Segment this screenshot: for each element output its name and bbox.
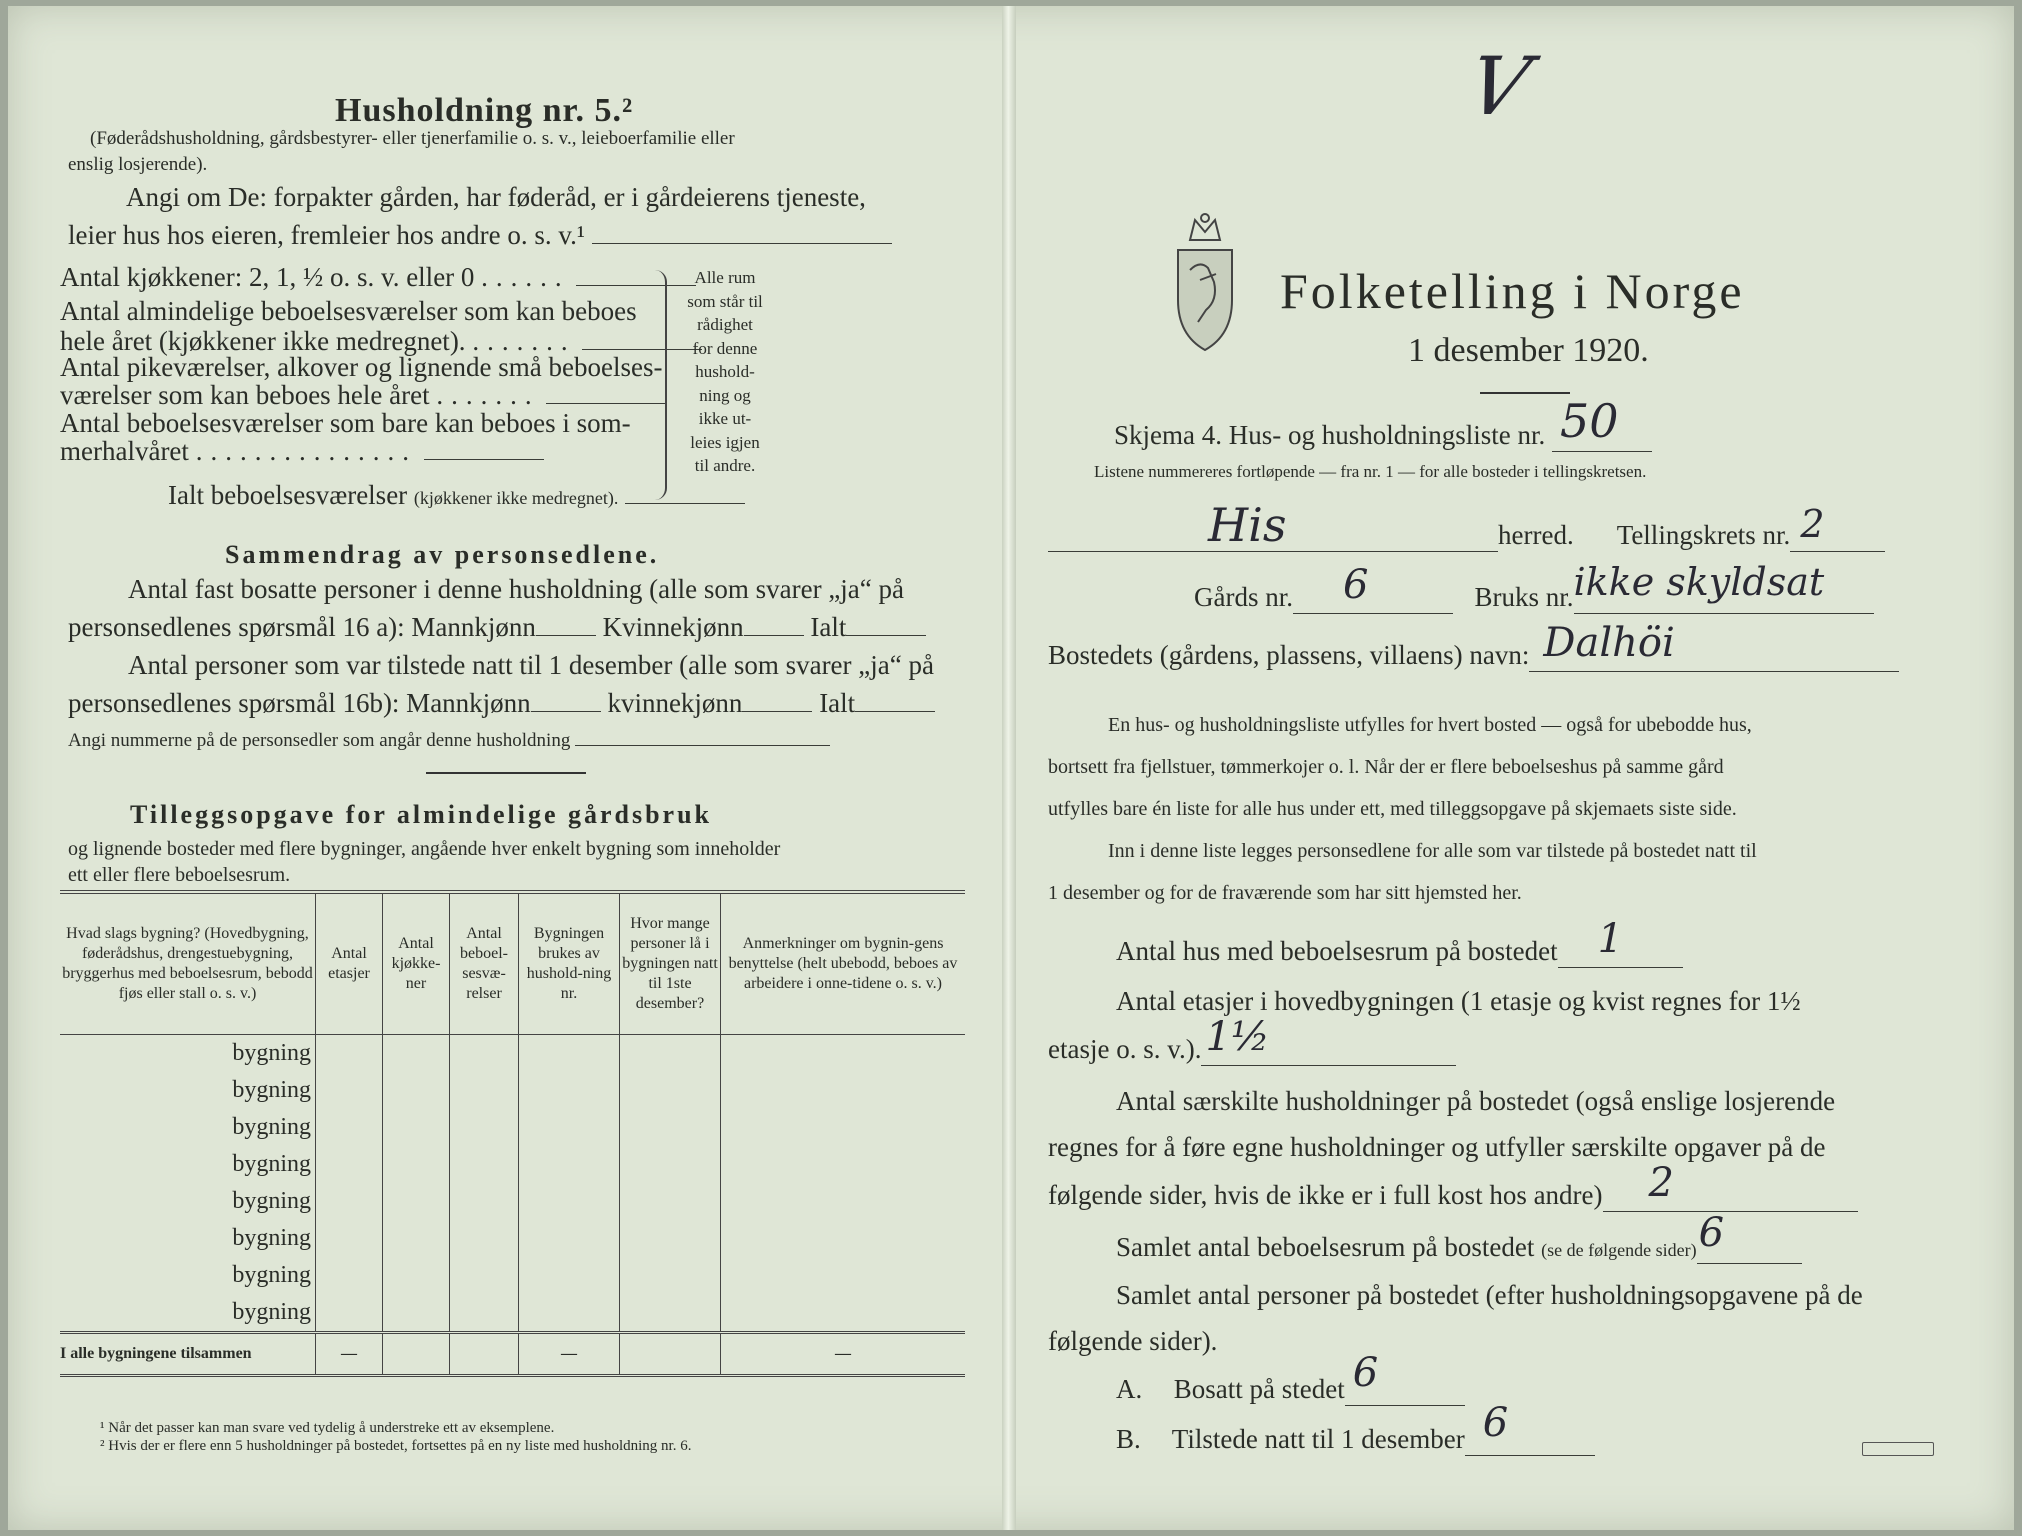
- table-cell[interactable]: [383, 1035, 450, 1073]
- present-line: [1116, 1400, 1595, 1456]
- table-cell[interactable]: [620, 1294, 721, 1333]
- household-intro-2: enslig losjerende).: [68, 154, 208, 175]
- total-row: [60, 1333, 965, 1376]
- table-cell[interactable]: [620, 1220, 721, 1257]
- present-total-answer[interactable]: [855, 711, 935, 712]
- persons-question-2: følgende sider).: [1048, 1326, 1218, 1356]
- building-cell[interactable]: bygning: [232, 1114, 311, 1140]
- resident-field[interactable]: [1345, 1350, 1465, 1406]
- building-cell[interactable]: bygning: [232, 1225, 311, 1251]
- table-cell[interactable]: [383, 1109, 450, 1146]
- floors-question: Antal etasjer i hovedbygningen (1 etasje og kvist regnes for 1½: [1116, 986, 1801, 1016]
- table-cell[interactable]: [450, 1294, 519, 1333]
- houses-value: 1: [1597, 916, 1624, 962]
- left-page: [60, 0, 970, 1536]
- rooms-total-answer[interactable]: [625, 503, 745, 504]
- rooms-total-label: Ialt beboelsesværelser: [168, 480, 408, 510]
- present-female-answer[interactable]: [742, 711, 812, 712]
- summary-numbers-text: Angi nummerne på de personsedler som angår denne husholdning: [68, 730, 571, 751]
- summary-title: Sammendrag av personsedlene.: [225, 540, 660, 569]
- rooms-small-2-text: værelser som kan beboes hele året: [60, 380, 430, 410]
- rooms-total: [168, 480, 745, 511]
- extra-title: Tilleggsopgave for almindelige gårdsbruk: [130, 800, 713, 829]
- present-label-b: B.: [1116, 1424, 1141, 1454]
- extra-intro-2: ett eller flere beboelsesrum.: [68, 864, 291, 886]
- krets-label: Tellingskrets nr.: [1616, 520, 1791, 550]
- rooms-note-line: Alle rum: [694, 268, 756, 287]
- building-cell[interactable]: bygning: [232, 1040, 311, 1066]
- table-cell[interactable]: [620, 1257, 721, 1294]
- rooms-small: Antal pikeværelser, alkover og lignende små beboelses-: [60, 352, 663, 382]
- building-cell[interactable]: bygning: [232, 1151, 311, 1177]
- households-question: Antal særskilte husholdninger på bostedet (også enslige losjerende: [1116, 1086, 1836, 1116]
- table-cell[interactable]: [620, 1146, 721, 1183]
- table-cell[interactable]: [450, 1257, 519, 1294]
- table-cell[interactable]: [316, 1257, 383, 1294]
- table-cell[interactable]: [383, 1333, 450, 1376]
- table-row: [60, 1146, 965, 1183]
- table-cell[interactable]: [519, 1257, 620, 1294]
- table-cell[interactable]: [383, 1220, 450, 1257]
- gards-field[interactable]: [1293, 562, 1453, 614]
- resident-label-a: A.: [1116, 1374, 1143, 1404]
- table-cell[interactable]: [316, 1035, 383, 1073]
- table-cell[interactable]: [383, 1294, 450, 1333]
- resident-male-answer[interactable]: [536, 635, 596, 636]
- table-cell[interactable]: [721, 1109, 966, 1146]
- census-title: Folketelling i Norge: [1280, 263, 1745, 319]
- resident-female-answer[interactable]: [744, 635, 804, 636]
- table-cell[interactable]: [519, 1109, 620, 1146]
- krets-value: 2: [1800, 502, 1825, 546]
- table-cell[interactable]: [383, 1183, 450, 1220]
- col-building-type: Hvad slags bygning? (Hovedbygning, føderådshus, drengestuebygning, bryggerhus med beboelsesrum, bebodd fjøs eller stall o. s. v.): [60, 892, 316, 1035]
- table-cell[interactable]: [316, 1109, 383, 1146]
- bruks-label: Bruks nr.: [1474, 582, 1574, 612]
- present-female-label: kvinnekjønn: [607, 688, 743, 718]
- census-date: 1 desember 1920.: [1408, 332, 1649, 369]
- bosted-label: Bostedets (gårdens, plassens, villaens) navn:: [1048, 640, 1530, 670]
- floors-field[interactable]: [1201, 1014, 1456, 1066]
- bruks-value: ikke skyldsat: [1573, 560, 1825, 604]
- herred-label: herred.: [1498, 520, 1574, 550]
- table-cell[interactable]: [450, 1333, 519, 1376]
- houses-line: [1116, 916, 1683, 968]
- rooms-brace: [655, 270, 667, 500]
- instructions-2: bortsett fra fjellstuer, tømmerkojer o. l. Når der er flere beboelseshus på samme gård: [1048, 756, 1724, 778]
- table-cell[interactable]: [721, 1257, 966, 1294]
- table-cell[interactable]: [721, 1220, 966, 1257]
- table-cell[interactable]: [620, 1333, 721, 1376]
- rooms-note-line: hushold-: [695, 362, 755, 381]
- households-field[interactable]: [1603, 1160, 1858, 1212]
- bosted-value: Dalhöi: [1543, 620, 1675, 666]
- table-cell[interactable]: [316, 1220, 383, 1257]
- resident-female-label: Kvinnekjønn: [602, 612, 744, 642]
- table-cell[interactable]: [383, 1072, 450, 1109]
- table-row: [60, 1109, 965, 1146]
- col-persons: Hvor mange personer lå i bygningen natt til 1ste desember?: [620, 892, 721, 1035]
- instructions-1: En hus- og husholdningsliste utfylles for hvert bosted — også for ubebodde hus,: [1108, 714, 1752, 736]
- rooms-note-line: rådighet: [697, 315, 753, 334]
- rooms-ordinary: Antal almindelige beboelsesværelser som kan beboes: [60, 296, 637, 326]
- title-divider: [1480, 392, 1570, 394]
- floors-value: 1½: [1205, 1014, 1270, 1060]
- col-floors: Antal etasjer: [316, 892, 383, 1035]
- table-cell[interactable]: [450, 1035, 519, 1073]
- summary-present-2: [68, 688, 935, 719]
- table-cell[interactable]: [620, 1109, 721, 1146]
- table-cell[interactable]: [721, 1146, 966, 1183]
- table-cell[interactable]: [383, 1146, 450, 1183]
- table-cell[interactable]: [383, 1257, 450, 1294]
- table-cell[interactable]: [316, 1294, 383, 1333]
- total-rooms-field[interactable]: [1697, 1210, 1802, 1264]
- footnote-2: ² Hvis der er flere enn 5 husholdninger på bostedet, fortsettes på en ny liste med husholdning nr. 6.: [100, 1438, 692, 1454]
- numbering-note: Listene nummereres fortløpende — fra nr. 1 — for alle bosteder i tellingskretsen.: [1094, 462, 1647, 481]
- table-cell[interactable]: [450, 1220, 519, 1257]
- col-kitchens: Antal kjøkke-ner: [383, 892, 450, 1035]
- question-occupancy: Angi om De: forpakter gården, har føderåd, er i gårdeierens tjeneste,: [126, 182, 866, 212]
- total-remarks: —: [721, 1333, 966, 1376]
- building-cell[interactable]: bygning: [232, 1299, 311, 1325]
- printer-stamp: [1862, 1442, 1934, 1456]
- instructions-4: Inn i denne liste legges personsedlene for alle som var tilstede på bostedet natt til: [1108, 840, 1757, 862]
- schema-nr-value: 50: [1560, 394, 1619, 448]
- dot-leader: .......: [472, 326, 576, 356]
- present-label: Tilstede natt til 1 desember: [1171, 1424, 1465, 1454]
- summary-resident-2: [68, 612, 926, 643]
- total-label: I alle bygningene tilsammen: [60, 1333, 316, 1376]
- extra-intro: og lignende bosteder med flere bygninger, angående hver enkelt bygning som inneholder: [68, 838, 781, 860]
- instructions-5: 1 desember og for de fraværende som har sitt hjemsted her.: [1048, 882, 1522, 904]
- instructions-3: utfylles bare én liste for alle hus under ett, med tilleggsopgave på skjemaets siste side.: [1048, 798, 1737, 820]
- bosted-line: [1048, 620, 1899, 672]
- section-divider: [426, 772, 586, 774]
- table-cell[interactable]: [519, 1183, 620, 1220]
- houses-label: Antal hus med beboelsesrum på bostedet: [1116, 936, 1558, 966]
- households-line: [1048, 1160, 1858, 1212]
- herred-field[interactable]: [1048, 498, 1498, 552]
- total-household: —: [519, 1333, 620, 1376]
- rooms-total-note: (kjøkkener ikke medregnet).: [413, 488, 619, 508]
- herred-line: [1048, 498, 1885, 552]
- right-page: [1040, 0, 1960, 1536]
- rooms-note: [670, 266, 780, 478]
- table-cell[interactable]: [519, 1072, 620, 1109]
- dot-leader: ...............: [195, 436, 417, 466]
- col-household-nr: Bygningen brukes av hushold-ning nr.: [519, 892, 620, 1035]
- rooms-note-line: ning og: [699, 385, 751, 405]
- households-label: følgende sider, hvis de ikke er i full kost hos andre): [1048, 1180, 1603, 1210]
- table-cell[interactable]: [620, 1035, 721, 1073]
- gards-value: 6: [1342, 562, 1369, 608]
- check-mark: V: [1460, 40, 1538, 133]
- rooms-note-line: for denne: [692, 338, 758, 358]
- table-cell[interactable]: [620, 1072, 721, 1109]
- summer-rooms-answer[interactable]: [424, 459, 544, 460]
- question-occupancy-text: leier hus hos eieren, fremleier hos andre o. s. v.¹: [68, 220, 585, 250]
- summary-resident: Antal fast bosatte personer i denne husholdning (alle som svarer „ja“ på: [128, 574, 904, 604]
- table-cell[interactable]: [721, 1035, 966, 1073]
- building-cell[interactable]: bygning: [232, 1077, 311, 1103]
- table-row: [60, 1072, 965, 1109]
- footnote-1: ¹ Når det passer kan man svare ved tydelig å understreke ett av eksemplene.: [100, 1420, 555, 1436]
- page-fold: [1002, 6, 1016, 1530]
- table-row: [60, 1183, 965, 1220]
- table-cell[interactable]: [450, 1109, 519, 1146]
- table-cell[interactable]: [519, 1220, 620, 1257]
- table-cell[interactable]: [721, 1183, 966, 1220]
- rooms-kitchens: [60, 262, 696, 293]
- table-cell[interactable]: [721, 1072, 966, 1109]
- krets-field[interactable]: [1790, 502, 1885, 552]
- table-cell[interactable]: [519, 1035, 620, 1073]
- table-row: [60, 1035, 965, 1073]
- gards-line: [1194, 560, 1874, 614]
- present-male-label: personsedlenes spørsmål 16b): Mannkjønn: [68, 688, 531, 718]
- dot-leader: ......: [481, 262, 570, 292]
- houses-field[interactable]: [1558, 916, 1683, 968]
- occupancy-answer-line[interactable]: [592, 243, 892, 244]
- schema-nr-field[interactable]: [1552, 394, 1652, 452]
- present-male-answer[interactable]: [531, 711, 601, 712]
- table-cell[interactable]: [519, 1294, 620, 1333]
- table-cell[interactable]: [450, 1146, 519, 1183]
- total-rooms-line: [1116, 1210, 1802, 1264]
- rooms-kitchens-text: Antal kjøkkener: 2, 1, ½ o. s. v. eller 0: [60, 262, 475, 292]
- rooms-summer-2-text: merhalvåret: [60, 436, 189, 466]
- table-cell[interactable]: [450, 1072, 519, 1109]
- present-value: 6: [1482, 1400, 1509, 1446]
- table-cell[interactable]: [721, 1294, 966, 1333]
- building-cell[interactable]: bygning: [232, 1262, 311, 1288]
- rooms-summer: Antal beboelsesværelser som bare kan beboes i som-: [60, 408, 631, 438]
- schema-label: Skjema 4. Hus- og husholdningsliste nr.: [1114, 420, 1546, 450]
- dot-leader: .......: [436, 380, 540, 410]
- rooms-note-line: til andre.: [694, 456, 756, 475]
- table-cell[interactable]: [316, 1146, 383, 1183]
- rooms-note-line: leies igjen: [690, 432, 760, 452]
- table-cell[interactable]: [450, 1183, 519, 1220]
- present-total-label: Ialt: [819, 688, 856, 718]
- table-row: [60, 1257, 965, 1294]
- households-question-2: regnes for å føre egne husholdninger og utfyller særskilte opgaver på de: [1048, 1132, 1826, 1162]
- resident-label: Bosatt på stedet: [1173, 1374, 1345, 1404]
- rooms-summer-2: [60, 436, 544, 467]
- resident-value: 6: [1352, 1350, 1379, 1396]
- persons-question: Samlet antal personer på bostedet (efter husholdningsopgavene på de: [1116, 1280, 1863, 1310]
- coat-of-arms-icon: [1170, 210, 1240, 360]
- rooms-note-line: ikke ut-: [698, 409, 752, 428]
- summary-numbers: [68, 730, 830, 752]
- table-row: [60, 1294, 965, 1333]
- schema-line: [1114, 394, 1652, 452]
- rooms-small-2: [60, 380, 666, 411]
- table-cell[interactable]: [316, 1183, 383, 1220]
- herred-value: His: [1208, 498, 1287, 552]
- resident-male-label: personsedlenes spørsmål 16 a): Mannkjønn: [68, 612, 536, 642]
- col-rooms: Antal beboel-sesvæ-relser: [450, 892, 519, 1035]
- total-rooms-label: Samlet antal beboelsesrum på bostedet: [1116, 1232, 1535, 1262]
- table-cell[interactable]: [620, 1183, 721, 1220]
- summary-present: Antal personer som var tilstede natt til 1 desember (alle som svarer „ja“ på: [128, 650, 934, 680]
- floors-label: etasje o. s. v.).: [1048, 1034, 1202, 1064]
- total-rooms-value: 6: [1698, 1210, 1725, 1256]
- total-floors: —: [316, 1333, 383, 1376]
- building-table: [60, 890, 965, 1377]
- rooms-note-line: som står til: [687, 291, 763, 311]
- bruks-field[interactable]: [1573, 560, 1874, 614]
- resident-total-label: Ialt: [810, 612, 847, 642]
- table-row: [60, 1220, 965, 1257]
- building-cell[interactable]: bygning: [232, 1188, 311, 1214]
- total-rooms-note: (se de følgende sider): [1541, 1240, 1697, 1260]
- rooms-ordinary-2-text: hele året (kjøkkener ikke medregnet).: [60, 326, 466, 356]
- summary-numbers-answer[interactable]: [575, 745, 830, 746]
- household-intro: (Føderådshusholdning, gårdsbestyrer- eller tjenerfamilie o. s. v., leieboerfamilie eller: [90, 128, 735, 149]
- resident-line: [1116, 1350, 1465, 1406]
- floors-line: [1048, 1014, 1456, 1066]
- gards-label: Gårds nr.: [1194, 582, 1293, 612]
- small-rooms-answer[interactable]: [546, 403, 666, 404]
- present-field[interactable]: [1465, 1400, 1595, 1456]
- building-table-header: [60, 892, 965, 1035]
- col-remarks: Anmerkninger om bygnin-gens benyttelse (helt ubebodd, beboes av arbeidere i onne-tidene o. s. v.): [721, 892, 966, 1035]
- bosted-field[interactable]: [1529, 620, 1899, 672]
- table-cell[interactable]: [519, 1146, 620, 1183]
- resident-total-answer[interactable]: [846, 635, 926, 636]
- table-cell[interactable]: [316, 1072, 383, 1109]
- question-occupancy-2: [68, 220, 892, 251]
- households-value: 2: [1648, 1160, 1674, 1206]
- household-title: Husholdning nr. 5.²: [335, 92, 634, 129]
